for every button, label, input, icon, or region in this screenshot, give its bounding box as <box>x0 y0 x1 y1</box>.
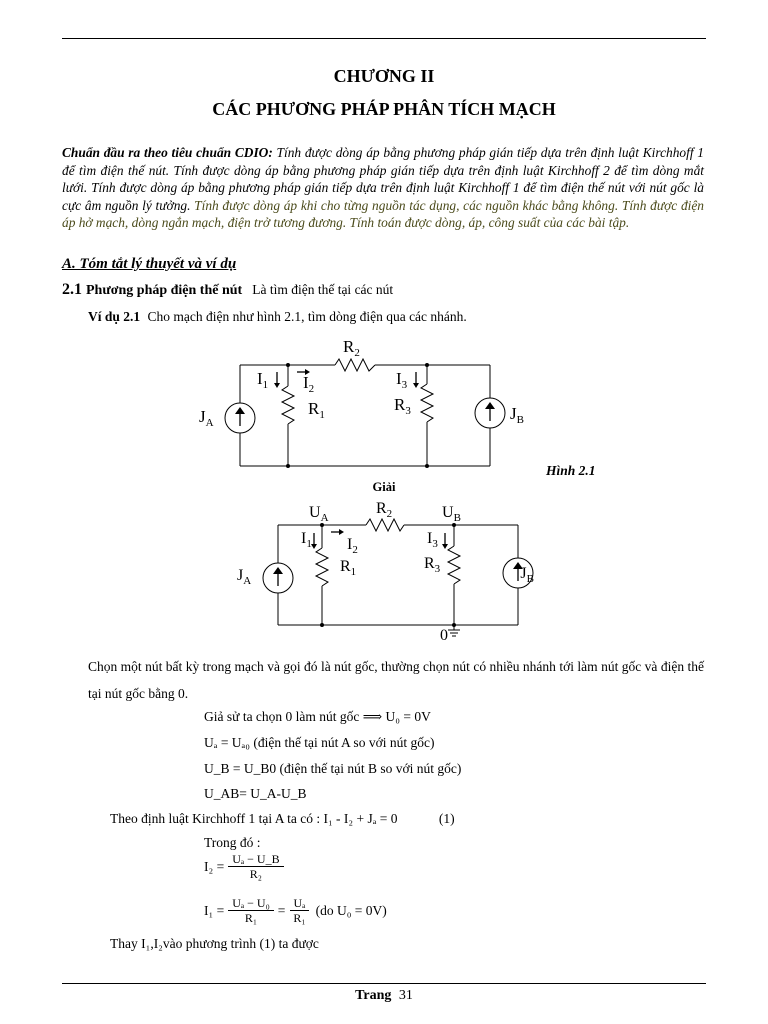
formula-i1-fraction-1 <box>228 896 274 925</box>
section-title: Phương pháp điện thế nút <box>86 283 243 298</box>
section-desc: Là tìm điện thế tại các nút <box>252 282 394 297</box>
figure-2-1-circuit <box>190 330 540 475</box>
section-a-heading: A. Tóm tắt lý thuyết và ví dụ <box>62 256 237 272</box>
fig2-ja-label: $J_A$ <box>237 567 252 587</box>
eq-line-1: Giả sử ta chọn 0 làm nút gốc ⟹ U₀ = 0V <box>204 709 431 724</box>
formula-i1 <box>204 896 387 925</box>
page-label: Trang <box>355 988 392 1003</box>
kirchhoff-line <box>110 811 455 827</box>
example-label: Ví dụ 2.1 <box>88 309 141 324</box>
formula-i2-lhs: I₂ = <box>204 858 225 874</box>
bottom-rule <box>62 983 706 984</box>
paragraph-ground-node: Chọn một nút bất kỳ trong mạch và gọi đó là nút gốc, thường chọn nút có nhiều nhánh tới làm nút gốc và điện thế tại nút gốc bằng 0. <box>88 659 704 701</box>
cdio-label: Chuẩn đầu ra theo tiêu chuẩn CDIO: <box>62 145 273 160</box>
chapter-number: CHƯƠNG II <box>333 66 435 86</box>
substitution-line: Thay I₁,I₂vào phương trình (1) ta được <box>110 936 319 951</box>
kirchhoff-equation: Theo định luật Kirchhoff 1 tại A ta có : I₁ - I₂ + Jₐ = 0 <box>110 811 398 826</box>
fig2-jb-label: $J_B$ <box>520 565 534 585</box>
trong-do: Trong đó : <box>204 835 261 850</box>
section-number: 2.1 <box>62 281 82 298</box>
formula-i1-note: (do U₀ = 0V) <box>315 902 387 918</box>
solution-label: Giải <box>372 480 396 494</box>
formula-i2-fraction <box>228 852 283 881</box>
fig2-r2-label: $R_2$ <box>376 500 393 520</box>
cdio-text-2: Tính được dòng áp khi cho từng nguồn tác dụng, các nguồn khác bằng không. Tính được điện áp hở mạch, dòng ngắn mạch, điện trở tương đương. Tính toán được dòng, áp, công suất của các bài tập. <box>62 197 704 230</box>
fig2-r1-label: $R_1$ <box>340 558 357 578</box>
eq-line-2: Uₐ = Uₐ₀ (điện thế tại nút A so với nút gốc) <box>204 735 435 750</box>
fig2-i2-label: $I_2$ <box>347 536 358 556</box>
fig2-r3-label: $R_3$ <box>424 555 441 575</box>
formula-i1-denominator-2: R₁ <box>293 911 306 925</box>
page-number: 31 <box>398 988 413 1003</box>
formula-i2 <box>204 852 284 881</box>
formula-i1-numerator-2: Uₐ <box>290 896 310 911</box>
section-2-1-heading <box>62 281 393 299</box>
formula-i1-lhs: I₁ = <box>204 902 225 918</box>
figure-caption: Hình 2.1 <box>546 463 596 478</box>
fig1-i3-label: $I_3$ <box>396 369 408 391</box>
cdio-text-1: Tính được dòng áp bằng phương pháp gián tiếp dựa trên định luật Kirchhoff 1 để tìm điện thế nút. Tính được dòng áp bằng phương pháp gián tiếp dựa trên định luật Kirchhoff 2 để tìm dòng mắt lưới. Tính được dòng áp bằng phương pháp gián tiếp dựa trên định luật Kirchhoff 1 để tìm điện thế nút với nút gốc là cực âm nguồn lý tưởng. <box>62 145 705 213</box>
fig1-ja-label: $J_A$ <box>199 407 214 429</box>
eq-line-3: U_B = U_B0 (điện thế tại nút B so với nút gốc) <box>204 761 462 776</box>
fig2-ua-label: $U_A$ <box>309 504 329 524</box>
eq-line-4: U_AB= U_A-U_B <box>204 786 307 801</box>
equation-number: (1) <box>438 811 455 826</box>
formula-i1-denominator-1: R₁ <box>244 911 258 925</box>
top-rule <box>62 38 706 39</box>
formula-i1-numerator-1: Uₐ − U₀ <box>228 896 274 911</box>
fig1-i1-label: $I_1$ <box>257 369 269 391</box>
chapter-title: CÁC PHƯƠNG PHÁP PHÂN TÍCH MẠCH <box>212 99 556 119</box>
fig2-i1-label: $I_1$ <box>301 530 312 550</box>
example-text: Cho mạch điện như hình 2.1, tìm dòng điện qua các nhánh. <box>147 309 467 324</box>
formula-i2-numerator: Uₐ − U_B <box>228 852 283 867</box>
example-line <box>88 309 467 325</box>
fig1-r1-label: $R_1$ <box>308 399 325 421</box>
formula-i1-equals: = <box>277 902 286 918</box>
page-footer <box>0 988 768 1004</box>
fig2-ub-label: $U_B$ <box>442 504 461 524</box>
fig1-r2-label: $R_2$ <box>343 337 360 359</box>
solution-circuit <box>228 497 538 645</box>
fig1-i2-label: $I_2$ <box>303 373 315 395</box>
fig1-r3-label: $R_3$ <box>394 395 411 417</box>
fig2-ground-label: 0 <box>440 627 448 644</box>
formula-i2-denominator: R₂ <box>249 867 262 881</box>
cdio-outcomes <box>62 144 704 232</box>
fig2-i3-label: $I_3$ <box>427 530 438 550</box>
formula-i1-fraction-2 <box>289 896 309 925</box>
fig1-jb-label: $J_B$ <box>510 404 524 426</box>
